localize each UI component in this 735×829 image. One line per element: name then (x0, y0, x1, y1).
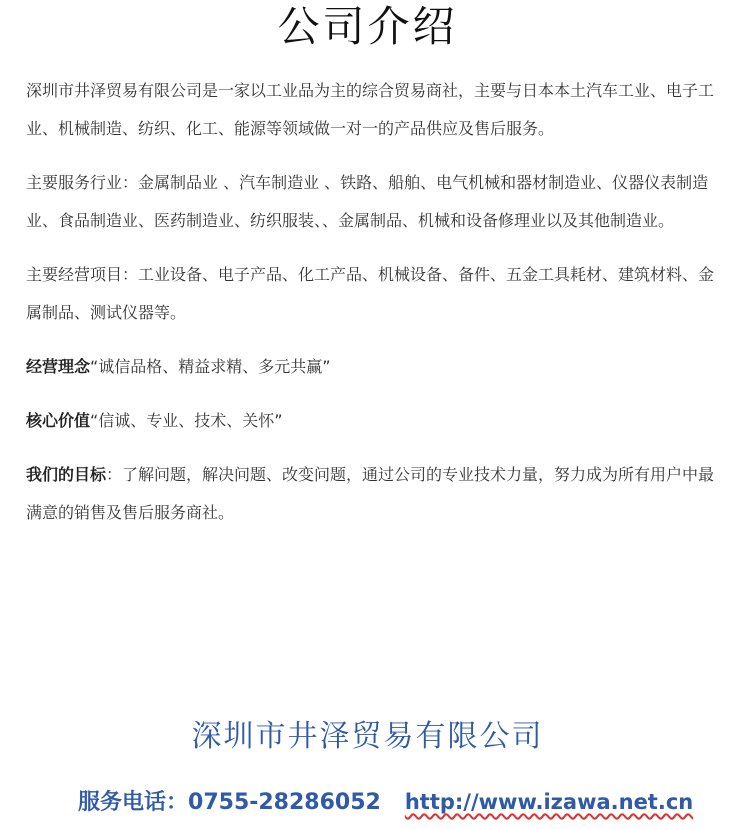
products-paragraph: 主要经营项目：工业设备、电子产品、化工产品、机械设备、备件、五金工具耗材、建筑材料、金属制品、测试仪器等。 (26, 265, 715, 322)
values-label: 核心价值 (26, 411, 91, 430)
website-link[interactable]: http://www.izawa.net.cn (404, 790, 694, 814)
values-text: “信诚、专业、技术、关怀” (90, 411, 283, 430)
phone-number: 0755-28286052 (188, 790, 381, 815)
values-paragraph (26, 402, 719, 440)
philosophy-label: 经营理念 (26, 357, 91, 376)
goal-label: 我们的目标 (26, 465, 107, 484)
phone-label: 服务电话： (78, 790, 189, 815)
goal-text: ：了解问题，解决问题、改变问题，通过公司的专业技术力量，努力成为所有用户中最满意的销售及售后服务商社。 (26, 465, 715, 522)
philosophy-paragraph (26, 348, 719, 386)
company-description (26, 72, 719, 548)
page-title: 公司介绍 (277, 2, 458, 51)
intro-paragraph: 深圳市井泽贸易有限公司是一家以工业品为主的综合贸易商社，主要与日本本土汽车工业、电子工业、机械制造、纺织、化工、能源等领域做一对一的产品供应及售后服务。 (26, 81, 715, 138)
philosophy-text: “诚信品格、精益求精、多元共赢” (90, 357, 331, 376)
goal-paragraph (26, 456, 719, 532)
company-name: 深圳市井泽贸易有限公司 (191, 719, 544, 754)
industries-paragraph: 主要服务行业：金属制品业 、汽车制造业 、铁路、船舶、电气机械和器材制造业、仪器仪表制造业、食品制造业、医药制造业、纺织服装、、金属制品、机械和设备修理业以及其他制造业。 (26, 173, 709, 230)
contact-line (78, 782, 735, 823)
